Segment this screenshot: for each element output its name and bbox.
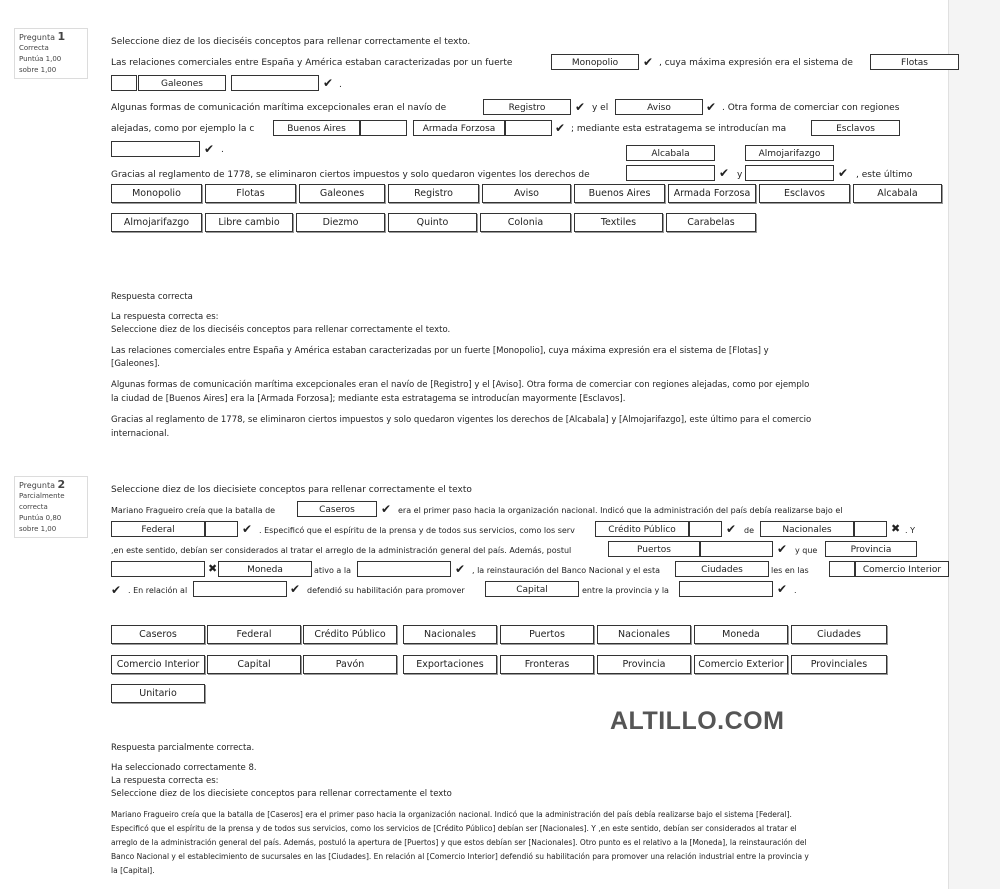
q2-text: Mariano Fragueiro creía que la batalla de [111, 506, 276, 515]
drag-item[interactable]: Crédito Público [303, 625, 397, 644]
drag-item[interactable]: Comercio Exterior [694, 655, 788, 674]
q1-text: Gracias al reglamento de 1778, se eliminaron ciertos impuestos y solo quedaron vigentes los derechos de [111, 170, 590, 180]
drop-zone-empty[interactable] [679, 581, 773, 597]
drop-zone-empty[interactable] [360, 120, 407, 136]
drop-zone[interactable]: Caseros [297, 501, 377, 517]
drop-zone-empty[interactable] [626, 165, 715, 181]
drag-item[interactable]: Monopolio [111, 184, 202, 203]
drag-item[interactable]: Libre cambio [205, 213, 293, 232]
drop-zone[interactable]: Nacionales [760, 521, 854, 537]
watermark: ALTILLO.COM [610, 707, 785, 735]
q2-text: les en las [771, 566, 809, 575]
feedback-text: Algunas formas de comunicación marítima excepcionales eran el navío de [Registro] y el [Aviso]. Otra forma de comerciar con regiones alejadas, como por ejemplo [111, 380, 810, 390]
drop-zone-empty[interactable] [111, 141, 200, 157]
right-scroll-margin [948, 0, 1000, 889]
drag-item[interactable]: Buenos Aires [574, 184, 665, 203]
q2-text: y que [795, 546, 818, 555]
q2-text: , la reinstauración del Banco Nacional y el esta [472, 566, 660, 575]
drag-item[interactable]: Moneda [694, 625, 788, 644]
feedback-text: Gracias al reglamento de 1778, se eliminaron ciertos impuestos y solo quedaron vigentes los derechos de [Alcabala] y [Almojarifazgo], este último para el comercio [111, 415, 812, 425]
drop-zone[interactable]: Monopolio [551, 54, 639, 70]
q1-text: . [339, 80, 342, 90]
drop-zone-empty[interactable] [193, 581, 287, 597]
check-icon: ✔ [204, 142, 215, 156]
drag-item[interactable]: Federal [207, 625, 301, 644]
cross-icon: ✖ [891, 522, 901, 535]
drop-zone-empty[interactable] [505, 120, 552, 136]
drop-zone-empty[interactable] [689, 521, 722, 537]
q1-text: y [737, 170, 743, 180]
drop-zone-empty[interactable] [357, 561, 451, 577]
feedback-count: Ha seleccionado correctamente 8. [111, 763, 257, 773]
feedback-text: la [Capital]. [111, 866, 155, 875]
drag-item[interactable]: Colonia [480, 213, 571, 232]
drag-item[interactable]: Esclavos [759, 184, 850, 203]
drop-zone[interactable]: Ciudades [675, 561, 769, 577]
drop-zone[interactable]: Federal [111, 521, 205, 537]
drop-zone-empty[interactable] [829, 561, 855, 577]
feedback-result: Respuesta correcta [111, 292, 193, 302]
drag-item[interactable]: Puertos [500, 625, 594, 644]
check-icon: ✔ [323, 76, 334, 90]
drag-item[interactable]: Nacionales [597, 625, 691, 644]
drop-zone-empty[interactable] [745, 165, 834, 181]
feedback-text: Las relaciones comerciales entre España y América estaban caracterizadas por un fuerte [Monopolio], cuya máxima expresión era el sistema de [Flotas] y [111, 346, 769, 356]
drag-item[interactable]: Caseros [111, 625, 205, 644]
feedback-text: la ciudad de [Buenos Aires] era la [Armada Forzosa]; mediante esta estratagema se introducían mayormente [Esclavos]. [111, 394, 626, 404]
drop-zone[interactable]: Crédito Público [595, 521, 689, 537]
check-icon: ✔ [706, 100, 717, 114]
check-icon: ✔ [111, 583, 122, 597]
q2-text: . En relación al [128, 586, 188, 595]
drop-zone[interactable]: Registro [483, 99, 571, 115]
feedback-text: [Galeones]. [111, 359, 160, 369]
feedback-text: Mariano Fragueiro creía que la batalla de [Caseros] era el primer paso hacia la organización nacional. Indicó que la administración del país debía realizarse bajo el sistema [Federal]. [111, 810, 792, 819]
q1-text: ; mediante esta estratagema se introducían ma [571, 124, 787, 134]
drag-item[interactable]: Ciudades [791, 625, 887, 644]
feedback-label: La respuesta correcta es: [111, 776, 219, 786]
drop-zone[interactable]: Esclavos [811, 120, 900, 136]
feedback-text: Seleccione diez de los diecisiete conceptos para rellenar correctamente el texto [111, 789, 452, 799]
feedback-text: Seleccione diez de los dieciséis conceptos para rellenar correctamente el texto. [111, 325, 451, 335]
q1-text: , este último [856, 170, 913, 180]
feedback-text: arreglo de la administración general del país. Además, postuló la apertura de [Puertos] y que estos debían ser [Nacionales]. Otro punto es el relativo a la [Moneda], la reinstauración del [111, 838, 807, 847]
drag-item[interactable]: Quinto [388, 213, 477, 232]
drop-zone-empty[interactable] [111, 75, 137, 91]
drag-item[interactable]: Galeones [299, 184, 385, 203]
drag-item[interactable]: Exportaciones [403, 655, 497, 674]
question-2-info: Pregunta 2 Parcialmente correcta Puntúa 0,80 sobre 1,00 [14, 476, 88, 538]
q1-text: , cuya máxima expresión era el sistema de [659, 58, 853, 68]
check-icon: ✔ [726, 522, 737, 536]
check-icon: ✔ [455, 562, 466, 576]
q2-text: ,en este sentido, debían ser considerados al tratar el arreglo de la administración general del país. Además, postul [111, 546, 572, 555]
drag-item[interactable]: Alcabala [853, 184, 942, 203]
question-1-instruction: Seleccione diez de los dieciséis conceptos para rellenar correctamente el texto. [111, 37, 471, 47]
drop-zone-empty[interactable] [111, 561, 205, 577]
drag-item[interactable]: Diezmo [296, 213, 385, 232]
q2-text: de [744, 526, 754, 535]
drag-item[interactable]: Pavón [303, 655, 397, 674]
drag-item[interactable]: Registro [388, 184, 479, 203]
check-icon: ✔ [575, 100, 586, 114]
drop-zone-empty[interactable] [205, 521, 238, 537]
check-icon: ✔ [381, 502, 392, 516]
drag-item[interactable]: Nacionales [403, 625, 497, 644]
drag-item[interactable]: Aviso [482, 184, 571, 203]
drop-zone-empty[interactable] [700, 541, 773, 557]
drop-zone[interactable]: Comercio Interior [855, 561, 949, 577]
drop-zone[interactable]: Galeones [138, 75, 226, 91]
q1-text: y el [592, 103, 609, 113]
feedback-result: Respuesta parcialmente correcta. [111, 743, 255, 753]
drop-zone[interactable]: Moneda [218, 561, 312, 577]
check-icon: ✔ [777, 542, 788, 556]
cross-icon: ✖ [208, 562, 218, 575]
check-icon: ✔ [838, 166, 849, 180]
check-icon: ✔ [290, 582, 301, 596]
q1-text: Algunas formas de comunicación marítima excepcionales eran el navío de [111, 103, 447, 113]
q2-text: ativo a la [314, 566, 352, 575]
drag-item[interactable]: Capital [207, 655, 301, 674]
drag-item[interactable]: Almojarifazgo [111, 213, 202, 232]
q2-text: . [794, 586, 797, 595]
drop-zone[interactable]: Aviso [615, 99, 703, 115]
q2-text: defendió su habilitación para promover [307, 586, 465, 595]
drag-item[interactable]: Comercio Interior [111, 655, 205, 674]
check-icon: ✔ [777, 582, 788, 596]
q1-text: . Otra forma de comerciar con regiones [722, 103, 900, 113]
drag-item[interactable]: Provinciales [791, 655, 887, 674]
question-2-instruction: Seleccione diez de los diecisiete conceptos para rellenar correctamente el texto [111, 485, 472, 495]
drop-zone[interactable]: Armada Forzosa [413, 120, 505, 136]
drop-zone[interactable]: Provincia [825, 541, 917, 557]
drag-item[interactable]: Flotas [205, 184, 296, 203]
q2-text: . Especificó que el espíritu de la prensa y de todos sus servicios, como los serv [259, 526, 575, 535]
q2-text: era el primer paso hacia la organización nacional. Indicó que la administración del país debía realizarse bajo el [398, 506, 843, 515]
drag-item[interactable]: Unitario [111, 684, 205, 703]
drag-item[interactable]: Armada Forzosa [668, 184, 756, 203]
drop-zone[interactable]: Flotas [870, 54, 959, 70]
check-icon: ✔ [242, 522, 253, 536]
q2-text: . Y [905, 526, 915, 535]
drop-zone[interactable]: Capital [485, 581, 579, 597]
drag-item[interactable]: Fronteras [500, 655, 594, 674]
feedback-text: Especificó que el espíritu de la prensa y de todos sus servicios, como los servicios de [Crédito Público] debían ser [Nacionales]. Y ,en este sentido, debían ser considerados al tratar el [111, 824, 797, 833]
drag-item[interactable]: Textiles [574, 213, 663, 232]
drop-zone[interactable]: Buenos Aires [273, 120, 360, 136]
q1-text: alejadas, como por ejemplo la c [111, 124, 255, 134]
feedback-text: internacional. [111, 429, 170, 439]
check-icon: ✔ [555, 121, 566, 135]
check-icon: ✔ [643, 55, 654, 69]
question-1-info: Pregunta 1 Correcta Puntúa 1,00 sobre 1,00 [14, 28, 88, 79]
drag-item[interactable]: Provincia [597, 655, 691, 674]
q1-text: . [221, 145, 224, 155]
q2-text: entre la provincia y la [582, 586, 669, 595]
drop-zone-empty[interactable] [854, 521, 887, 537]
drop-zone[interactable]: Almojarifazgo [745, 145, 834, 161]
drag-item[interactable]: Carabelas [666, 213, 756, 232]
drop-zone[interactable]: Puertos [608, 541, 700, 557]
check-icon: ✔ [719, 166, 730, 180]
drop-zone[interactable]: Alcabala [626, 145, 715, 161]
q1-text: Las relaciones comerciales entre España y América estaban caracterizadas por un fuerte [111, 58, 513, 68]
feedback-text: Banco Nacional y el establecimiento de sucursales en las [Ciudades]. En relación al [Comercio Interior] defendió su habilitación para promover una relación industrial entre la provincia y [111, 852, 809, 861]
drop-zone-empty[interactable] [231, 75, 319, 91]
feedback-label: La respuesta correcta es: [111, 312, 219, 322]
